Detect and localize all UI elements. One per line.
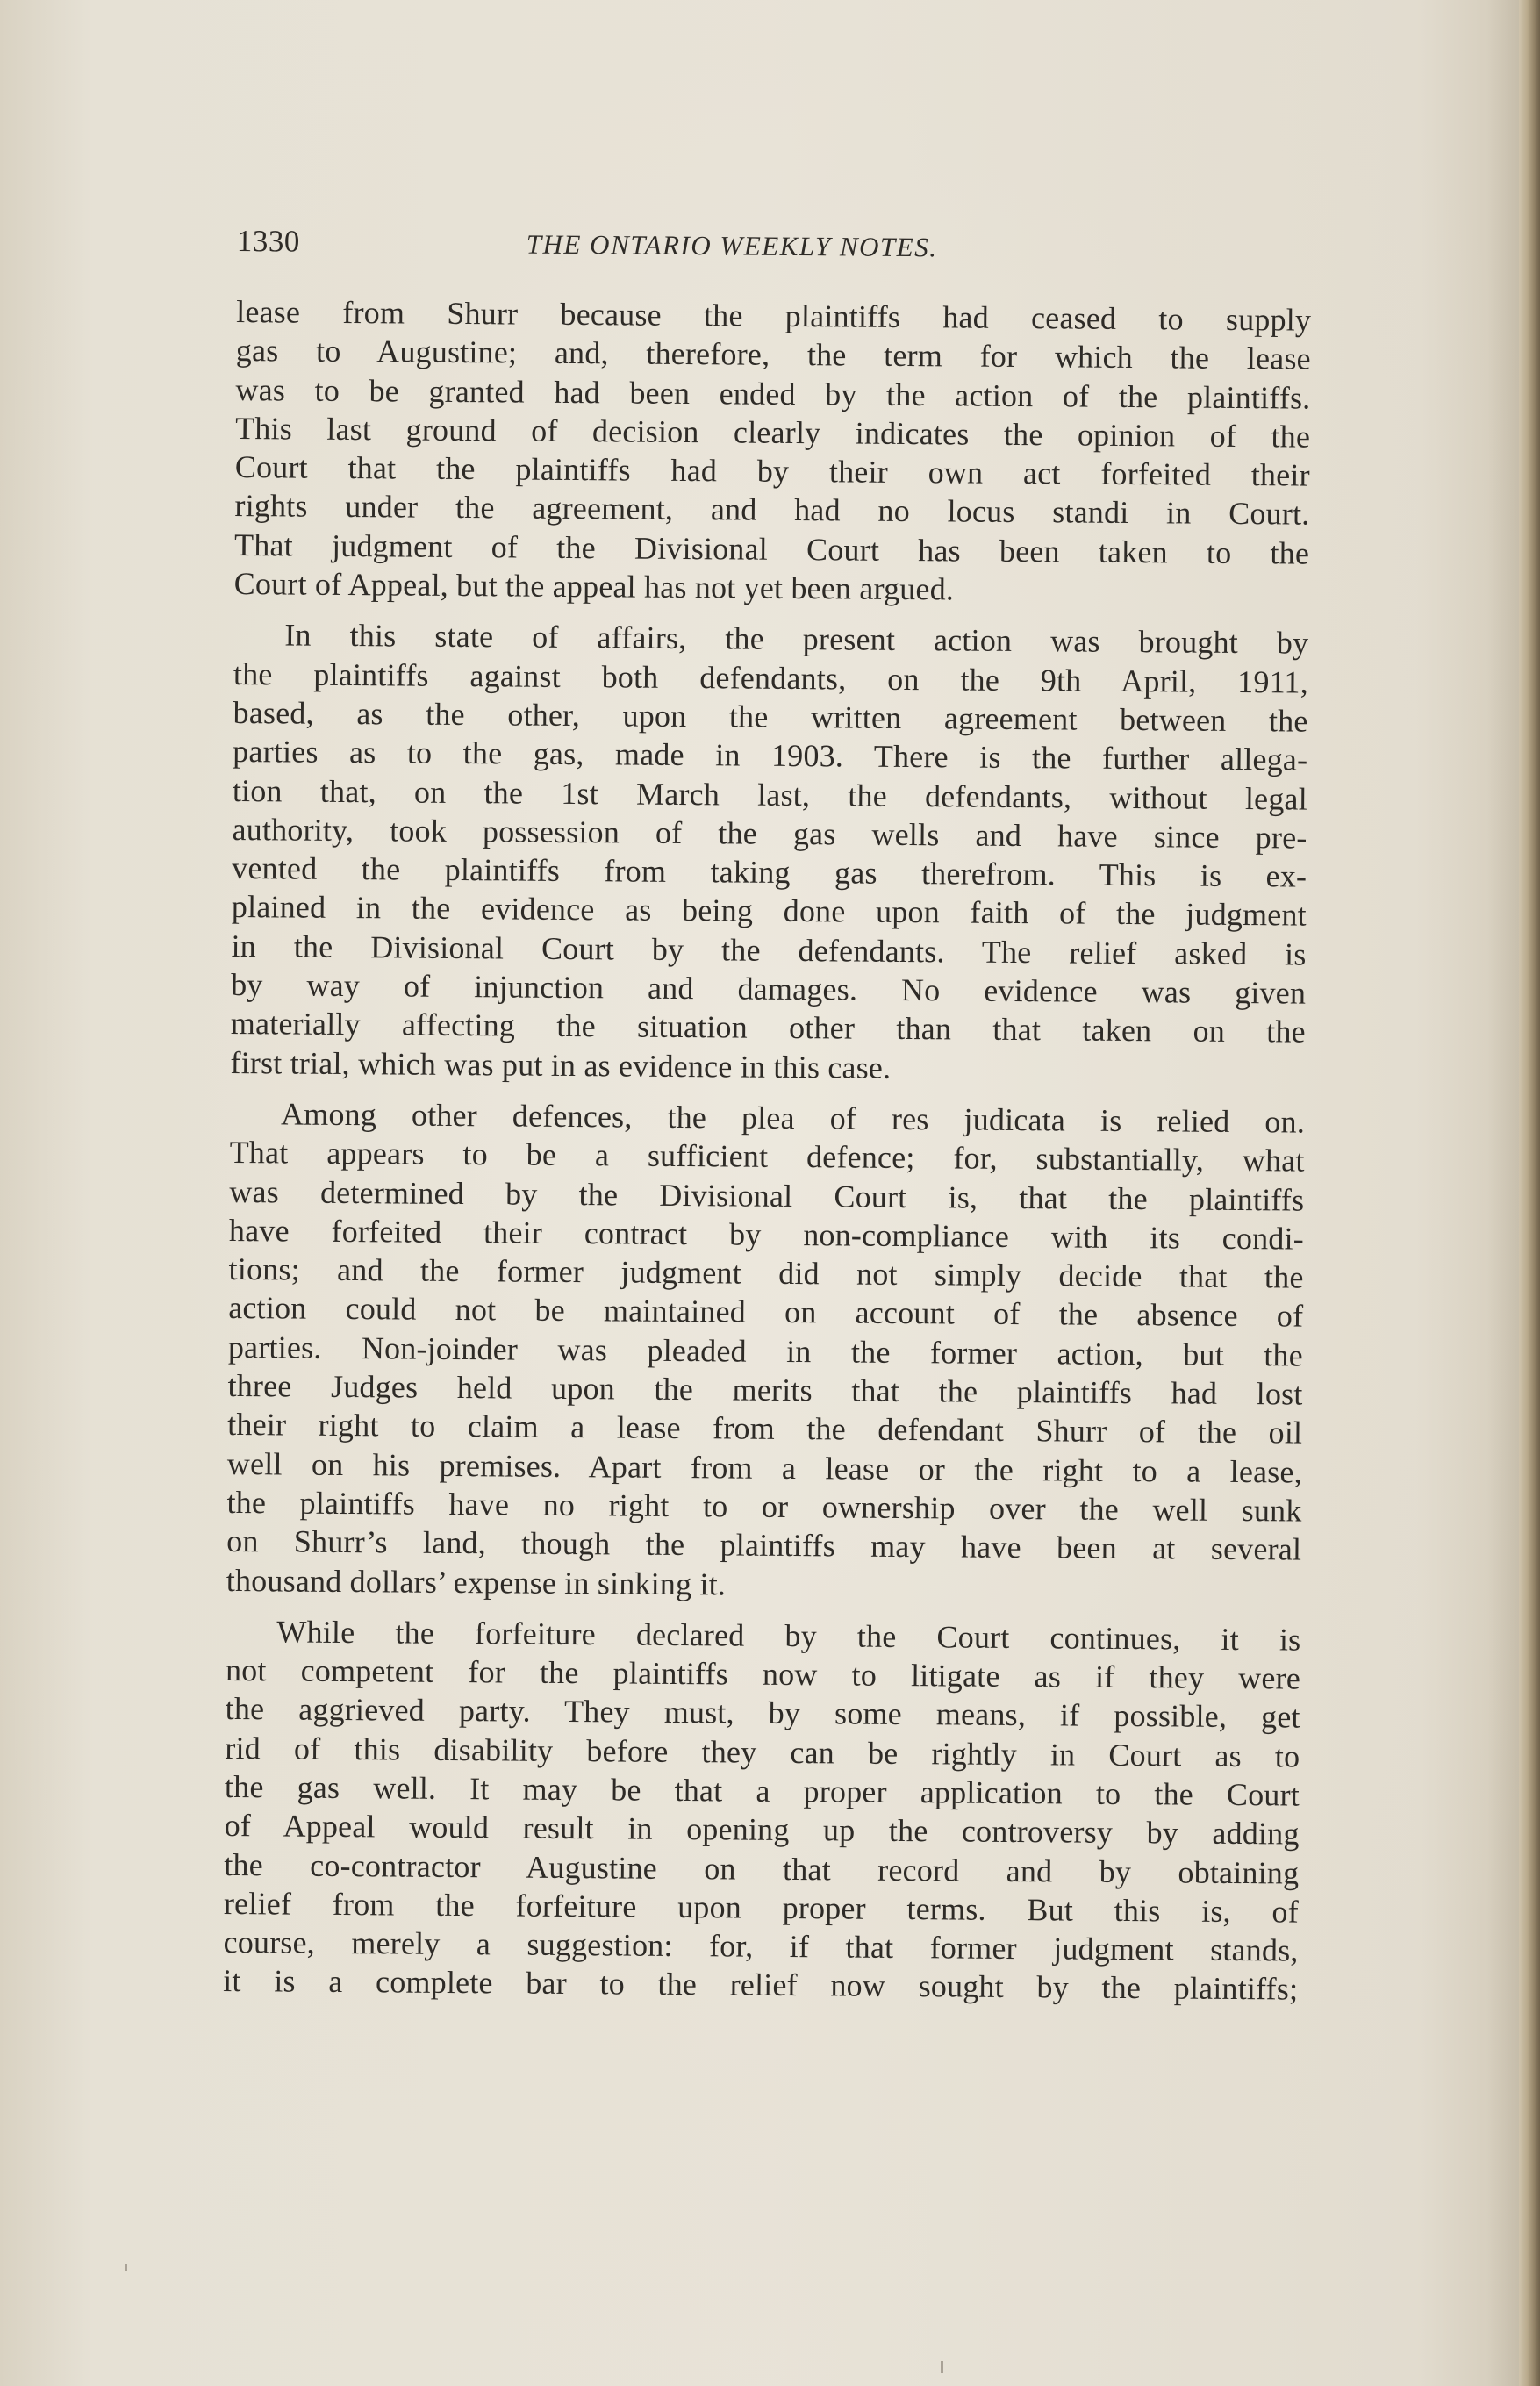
- text-line: the plaintiffs have no right to or ownership over the well sunk: [226, 1484, 1302, 1529]
- text-line: the aggrieved party. They must, by some means, if possible, get: [225, 1691, 1300, 1735]
- page-text-block: [223, 224, 1312, 2021]
- text-line: action could not be maintained on account of the absence of: [228, 1290, 1304, 1335]
- text-line: That judgment of the Divisional Court has been taken to the: [233, 527, 1310, 571]
- text-line: Among other defences, the plea of res judicata is relied on.: [280, 1096, 1306, 1140]
- page-number: 1330: [236, 224, 300, 259]
- text-line: tion that, on the 1st March last, the defendants, without legal: [232, 772, 1308, 817]
- paragraph-1: [234, 292, 1312, 612]
- text-line: gas to Augustine; and, therefore, the term for which the lease: [235, 333, 1311, 376]
- text-line: have forfeited their contract by non-compliance with its condi-: [228, 1212, 1305, 1257]
- text-line: This last ground of decision clearly indicates the opinion of the: [235, 410, 1311, 455]
- text-line: authority, took possession of the gas wells and have since pre-: [232, 811, 1307, 856]
- text-line: of Appeal would result in opening up the controversy by adding: [224, 1808, 1300, 1852]
- text-line: Court that the plaintiffs had by their own act forfeited their: [234, 449, 1310, 493]
- text-line: on Shurr’s land, though the plaintiffs may have been at several: [226, 1523, 1302, 1567]
- text-line: lease from Shurr because the plaintiffs had ceased to supply: [236, 293, 1312, 338]
- text-line: thousand dollars’ expense in sinking it.: [226, 1562, 727, 1601]
- text-line: vented the plaintiffs from taking gas therefrom. This is ex-: [232, 850, 1307, 894]
- text-line: relief from the forfeiture upon proper terms. But this is, of: [223, 1885, 1300, 1930]
- text-line: tions; and the former judgment did not simply decide that the: [228, 1251, 1304, 1295]
- text-line: their right to claim a lease from the defendant Shurr of the oil: [227, 1407, 1303, 1451]
- text-line: In this state of affairs, the present action was brought by: [284, 617, 1309, 661]
- paper-blemish: [125, 2264, 127, 2271]
- text-line: based, as the other, upon the written agreement between the: [233, 694, 1308, 739]
- text-line: plained in the evidence as being done upon faith of the judgment: [231, 889, 1307, 934]
- text-line: it is a complete bar to the relief now sought by the plaintiffs;: [223, 1963, 1299, 2008]
- paragraph-3: [226, 1094, 1305, 1608]
- text-line: That appears to be a sufficient defence; for, substantially, what: [229, 1135, 1305, 1179]
- text-line: rights under the agreement, and had no locus standi in Court.: [234, 488, 1310, 533]
- text-line: by way of injunction and damages. No evidence was given: [231, 967, 1307, 1011]
- paper-blemish: [941, 2361, 943, 2373]
- text-line: While the forfeiture declared by the Court continues, it is: [276, 1614, 1301, 1658]
- text-line: the plaintiffs against both defendants, on the 9th April, 1911,: [233, 656, 1309, 700]
- text-line: Court of Appeal, but the appeal has not yet been argued.: [233, 566, 955, 607]
- paragraph-2: [230, 615, 1308, 1090]
- text-line: in the Divisional Court by the defendants. The relief asked is: [231, 928, 1307, 972]
- text-line: parties. Non-joinder was pleaded in the former action, but the: [227, 1329, 1304, 1373]
- text-line: was determined by the Divisional Court is, that the plaintiffs: [229, 1173, 1305, 1218]
- paragraph-4: [223, 1612, 1300, 2010]
- text-line: well on his premises. Apart from a lease or the right to a lease,: [226, 1445, 1303, 1490]
- text-line: was to be granted had been ended by the action of the plaintiffs.: [235, 371, 1311, 416]
- text-line: materially affecting the situation other than that taken on the: [230, 1006, 1306, 1050]
- text-line: three Judges held upon the merits that the plaintiffs had lost: [227, 1367, 1303, 1412]
- binding-shadow: [1487, 0, 1519, 2386]
- text-line: not competent for the plaintiffs now to litigate as if they were: [225, 1652, 1301, 1696]
- text-line: the gas well. It may be that a proper application to the Court: [224, 1768, 1300, 1813]
- text-line: rid of this disability before they can be rightly in Court as to: [225, 1730, 1300, 1774]
- running-head: [237, 224, 1312, 285]
- book-binding-edge: [1519, 0, 1540, 2386]
- text-line: parties as to the gas, made in 1903. There is the further allega-: [233, 734, 1308, 777]
- text-line: first trial, which was put in as evidence in this case.: [230, 1044, 892, 1086]
- journal-title: THE ONTARIO WEEKLY NOTES.: [526, 228, 938, 263]
- text-line: course, merely a suggestion: for, if that former judgment stands,: [223, 1924, 1299, 1968]
- text-line: the co-contractor Augustine on that record and by obtaining: [224, 1846, 1300, 1891]
